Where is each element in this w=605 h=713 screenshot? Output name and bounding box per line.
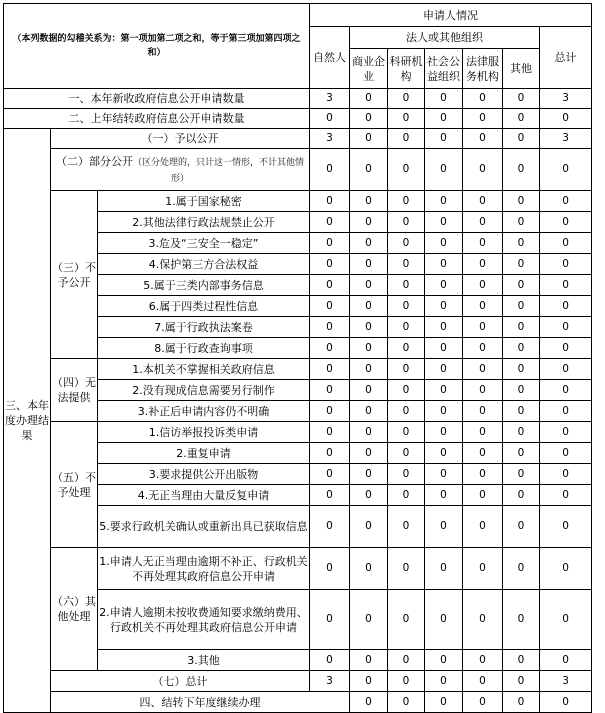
cell: 0 <box>310 109 350 129</box>
row-label: （二）部分公开 <box>56 154 133 168</box>
cell: 0 <box>540 233 592 254</box>
cell: 0 <box>540 548 592 590</box>
cell: 0 <box>388 401 425 422</box>
cell: 0 <box>503 254 540 275</box>
group-label-not-disclosed: （三）不予公开 <box>51 191 98 359</box>
cell: 0 <box>463 254 503 275</box>
cell: 0 <box>350 443 388 464</box>
row-label: 2.申请人逾期未按收费通知要求缴纳费用、行政机关不再处理其政府信息公开申请 <box>98 590 310 650</box>
cell: 0 <box>310 443 350 464</box>
cell: 0 <box>310 149 350 191</box>
row-label: 1.信访举报投诉类申请 <box>98 422 310 443</box>
cell: 0 <box>503 149 540 191</box>
cell: 0 <box>425 548 463 590</box>
cell: 0 <box>310 233 350 254</box>
cell: 0 <box>540 692 592 713</box>
cell: 0 <box>310 485 350 506</box>
cell: 0 <box>463 401 503 422</box>
cell: 0 <box>388 548 425 590</box>
cell: 0 <box>425 129 463 149</box>
cell: 0 <box>463 129 503 149</box>
cell: 0 <box>388 443 425 464</box>
row-label-note: （区分处理的，只计这一情形，不计其他情形） <box>133 157 305 184</box>
cell: 0 <box>388 191 425 212</box>
cell: 0 <box>350 548 388 590</box>
cell: 0 <box>425 422 463 443</box>
cell: 0 <box>425 233 463 254</box>
cell: 0 <box>540 485 592 506</box>
cell: 0 <box>350 671 388 692</box>
cell: 0 <box>425 506 463 548</box>
cell: 0 <box>388 317 425 338</box>
cell: 0 <box>425 89 463 109</box>
cell: 0 <box>540 275 592 296</box>
cell: 0 <box>463 109 503 129</box>
cell: 0 <box>425 671 463 692</box>
header-commercial: 商业企业 <box>350 49 388 89</box>
cell: 0 <box>310 338 350 359</box>
row-label: 4.保护第三方合法权益 <box>98 254 310 275</box>
cell: 0 <box>350 380 388 401</box>
cell: 0 <box>425 338 463 359</box>
cell: 0 <box>388 359 425 380</box>
row-label: 四、结转下年度继续办理 <box>51 692 350 713</box>
cell: 0 <box>350 464 388 485</box>
cell: 0 <box>350 590 388 650</box>
row-label: 2.没有现成信息需要另行制作 <box>98 380 310 401</box>
cell: 0 <box>350 359 388 380</box>
cell: 0 <box>540 506 592 548</box>
cell: 0 <box>350 109 388 129</box>
header-legal-entity: 法人或其他组织 <box>350 27 540 49</box>
row-label: 7.属于行政执法案卷 <box>98 317 310 338</box>
row-label: 2.重复申请 <box>98 443 310 464</box>
cell: 0 <box>350 296 388 317</box>
cell: 0 <box>425 650 463 671</box>
cell: 0 <box>463 149 503 191</box>
cell: 0 <box>463 506 503 548</box>
row-label: 1.申请人无正当理由逾期不补正、行政机关不再处理其政府信息公开申请 <box>98 548 310 590</box>
cell: 0 <box>540 338 592 359</box>
cell: 0 <box>503 191 540 212</box>
row-label: 3.要求提供公开出版物 <box>98 464 310 485</box>
cell: 0 <box>540 380 592 401</box>
row-label: 8.属于行政查询事项 <box>98 338 310 359</box>
cell: 0 <box>310 254 350 275</box>
cell: 0 <box>350 650 388 671</box>
row-label-partial <box>51 149 310 191</box>
table-row <box>4 671 592 692</box>
cell: 0 <box>350 191 388 212</box>
cell: 0 <box>388 422 425 443</box>
cell: 0 <box>463 590 503 650</box>
cell: 0 <box>310 296 350 317</box>
cell: 3 <box>310 671 350 692</box>
cell: 0 <box>540 422 592 443</box>
cell: 0 <box>388 233 425 254</box>
cell: 0 <box>310 464 350 485</box>
table-row <box>4 89 592 109</box>
header-other: 其他 <box>503 49 540 89</box>
cell: 0 <box>388 506 425 548</box>
table-row <box>4 548 592 590</box>
cell: 3 <box>310 89 350 109</box>
cell: 0 <box>463 359 503 380</box>
row-label: 1.属于国家秘密 <box>98 191 310 212</box>
cell: 0 <box>350 317 388 338</box>
cell: 0 <box>463 296 503 317</box>
cell: 0 <box>425 191 463 212</box>
cell: 0 <box>388 380 425 401</box>
cell: 0 <box>503 359 540 380</box>
cell: 0 <box>350 506 388 548</box>
cell: 0 <box>503 380 540 401</box>
cell: 0 <box>503 275 540 296</box>
row-label: （一）予以公开 <box>51 129 310 149</box>
group-label-results: 三、本年度办理结果 <box>4 129 51 713</box>
cell: 0 <box>463 191 503 212</box>
row-label: 3.补正后申请内容仍不明确 <box>98 401 310 422</box>
row-label: 二、上年结转政府信息公开申请数量 <box>4 109 310 129</box>
cell: 0 <box>463 212 503 233</box>
row-label: 5.属于三类内部事务信息 <box>98 275 310 296</box>
cell: 0 <box>540 401 592 422</box>
cell: 0 <box>425 317 463 338</box>
row-label: （七）总计 <box>51 671 310 692</box>
cell: 0 <box>388 485 425 506</box>
cell: 0 <box>503 548 540 590</box>
cell: 0 <box>425 464 463 485</box>
row-label: 3.危及“三安全一稳定” <box>98 233 310 254</box>
cell: 0 <box>310 650 350 671</box>
cell: 0 <box>463 317 503 338</box>
header-legal-service: 法律服务机构 <box>463 49 503 89</box>
cell: 0 <box>425 401 463 422</box>
cell: 0 <box>310 191 350 212</box>
row-label: 一、本年新收政府信息公开申请数量 <box>4 89 310 109</box>
table-note: （本列数据的勾稽关系为：第一项加第二项之和，等于第三项加第四项之和） <box>4 4 310 89</box>
cell: 0 <box>425 380 463 401</box>
header-natural-person: 自然人 <box>310 27 350 89</box>
cell: 0 <box>350 422 388 443</box>
cell: 0 <box>503 89 540 109</box>
cell: 0 <box>425 590 463 650</box>
cell: 0 <box>310 590 350 650</box>
cell: 0 <box>425 149 463 191</box>
cell: 0 <box>540 109 592 129</box>
row-label: 3.其他 <box>98 650 310 671</box>
table-row <box>4 359 592 380</box>
cell: 0 <box>463 464 503 485</box>
cell: 0 <box>388 275 425 296</box>
cell: 0 <box>540 443 592 464</box>
cell: 0 <box>388 89 425 109</box>
cell: 0 <box>388 109 425 129</box>
cell: 0 <box>503 590 540 650</box>
header-social: 社会公益组织 <box>425 49 463 89</box>
cell: 0 <box>463 671 503 692</box>
cell: 0 <box>503 296 540 317</box>
cell: 0 <box>425 485 463 506</box>
row-label: 4.无正当理由大量反复申请 <box>98 485 310 506</box>
info-disclosure-table <box>3 3 592 713</box>
cell: 0 <box>350 89 388 109</box>
cell: 0 <box>388 129 425 149</box>
cell: 0 <box>540 650 592 671</box>
cell: 0 <box>540 191 592 212</box>
cell: 0 <box>463 89 503 109</box>
cell: 0 <box>310 422 350 443</box>
cell: 0 <box>350 129 388 149</box>
cell: 0 <box>503 692 540 713</box>
cell: 0 <box>350 275 388 296</box>
cell: 0 <box>310 275 350 296</box>
cell: 0 <box>540 212 592 233</box>
cell: 0 <box>310 212 350 233</box>
cell: 0 <box>463 548 503 590</box>
cell: 0 <box>540 590 592 650</box>
cell: 0 <box>463 650 503 671</box>
cell: 0 <box>388 692 425 713</box>
cell: 0 <box>503 464 540 485</box>
table-row <box>4 422 592 443</box>
cell: 0 <box>540 254 592 275</box>
cell: 0 <box>350 149 388 191</box>
cell: 0 <box>310 317 350 338</box>
cell: 0 <box>463 275 503 296</box>
header-total: 总计 <box>540 27 592 89</box>
cell: 0 <box>388 338 425 359</box>
cell: 0 <box>350 338 388 359</box>
table-row <box>4 129 592 149</box>
cell: 0 <box>425 443 463 464</box>
cell: 0 <box>388 590 425 650</box>
cell: 0 <box>388 254 425 275</box>
cell: 0 <box>463 422 503 443</box>
cell: 3 <box>540 671 592 692</box>
cell: 0 <box>503 129 540 149</box>
row-label: 1.本机关不掌握相关政府信息 <box>98 359 310 380</box>
cell: 0 <box>350 212 388 233</box>
cell: 0 <box>388 212 425 233</box>
cell: 0 <box>388 650 425 671</box>
cell: 0 <box>350 692 388 713</box>
cell: 0 <box>503 506 540 548</box>
cell: 0 <box>388 464 425 485</box>
cell: 0 <box>350 254 388 275</box>
cell: 0 <box>503 338 540 359</box>
cell: 0 <box>463 380 503 401</box>
cell: 0 <box>503 422 540 443</box>
cell: 0 <box>503 109 540 129</box>
row-label: 6.属于四类过程性信息 <box>98 296 310 317</box>
cell: 0 <box>540 296 592 317</box>
cell: 0 <box>503 671 540 692</box>
cell: 0 <box>503 443 540 464</box>
cell: 0 <box>310 380 350 401</box>
cell: 0 <box>463 692 503 713</box>
table-row <box>4 191 592 212</box>
cell: 3 <box>540 89 592 109</box>
cell: 0 <box>310 359 350 380</box>
cell: 0 <box>388 671 425 692</box>
cell: 0 <box>503 650 540 671</box>
cell: 0 <box>425 109 463 129</box>
cell: 0 <box>425 692 463 713</box>
group-label-cannot-provide: （四）无法提供 <box>51 359 98 422</box>
cell: 0 <box>310 548 350 590</box>
cell: 0 <box>350 233 388 254</box>
cell: 0 <box>425 254 463 275</box>
row-label: 5.要求行政机关确认或重新出具已获取信息 <box>98 506 310 548</box>
table-row <box>4 109 592 129</box>
cell: 0 <box>425 359 463 380</box>
cell: 0 <box>310 401 350 422</box>
cell: 0 <box>310 506 350 548</box>
cell: 0 <box>463 338 503 359</box>
cell: 0 <box>425 296 463 317</box>
group-label-not-processed: （五）不予处理 <box>51 422 98 548</box>
cell: 0 <box>540 149 592 191</box>
table-row <box>4 692 592 713</box>
cell: 0 <box>388 149 425 191</box>
cell: 0 <box>425 275 463 296</box>
cell: 0 <box>463 485 503 506</box>
row-label: 2.其他法律行政法规禁止公开 <box>98 212 310 233</box>
cell: 0 <box>540 359 592 380</box>
cell: 0 <box>503 401 540 422</box>
cell: 3 <box>540 129 592 149</box>
cell: 0 <box>503 233 540 254</box>
header-applicant-situation: 申请人情况 <box>310 4 592 27</box>
cell: 0 <box>388 296 425 317</box>
cell: 0 <box>503 485 540 506</box>
cell: 0 <box>540 317 592 338</box>
cell: 0 <box>540 464 592 485</box>
cell: 3 <box>310 129 350 149</box>
header-research: 科研机构 <box>388 49 425 89</box>
cell: 0 <box>425 212 463 233</box>
table-row <box>4 149 592 191</box>
cell: 0 <box>350 401 388 422</box>
cell: 0 <box>503 317 540 338</box>
cell: 0 <box>463 443 503 464</box>
cell: 0 <box>503 212 540 233</box>
group-label-other-processing: （六）其他处理 <box>51 548 98 671</box>
cell: 0 <box>350 485 388 506</box>
cell: 0 <box>463 233 503 254</box>
